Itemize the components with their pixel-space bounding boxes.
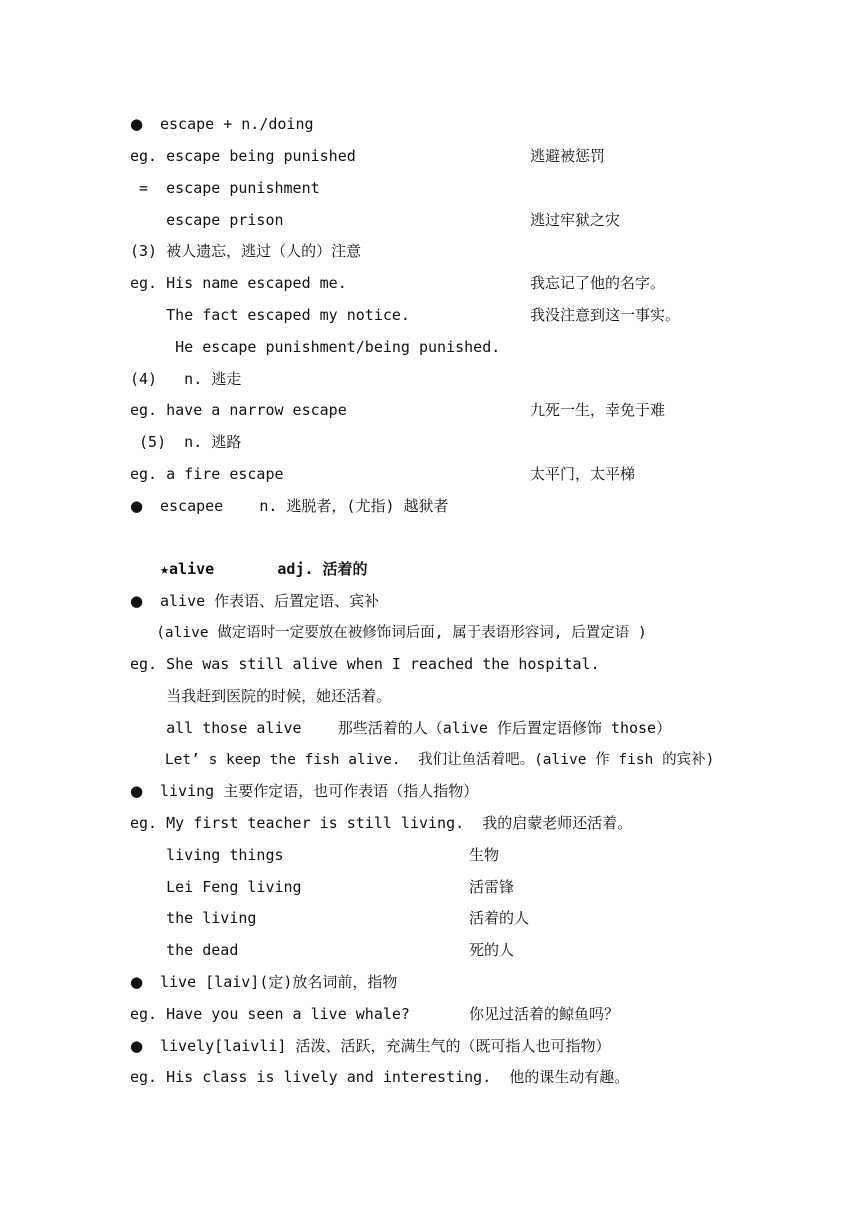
text-line: Lei Feng living <box>130 878 302 896</box>
text-line: eg. She was still alive when I reached the hospital. <box>130 655 600 673</box>
text-line: eg. a fire escape <box>130 465 284 483</box>
text-line: eg. My first teacher is still living. 我的启蒙老师还活着。 <box>130 814 633 832</box>
text-line: (3) 被人遗忘，逃过（人的）注意 <box>130 242 362 260</box>
text-line: Let’ s keep the fish alive. 我们让鱼活着吧。(alive 作 fish 的宾补) <box>130 752 715 768</box>
text-line: The fact escaped my notice. <box>130 306 410 324</box>
text-line: 当我赶到医院的时候，她还活着。 <box>130 687 392 705</box>
bullet-icon: ● <box>130 782 144 800</box>
text-line: eg. Have you seen a live whale? <box>130 1005 410 1023</box>
translation: 我忘记了他的名字。 <box>530 274 666 292</box>
text-line: (alive 做定语时一定要放在被修饰词后面, 属于表语形容词, 后置定语 ) <box>130 625 647 641</box>
translation: 你见过活着的鲸鱼吗？ <box>469 1005 620 1023</box>
text-line: = escape punishment <box>130 179 320 197</box>
text-line: living things <box>130 846 284 864</box>
translation: 九死一生，幸免于难 <box>530 401 666 419</box>
text-line: live [laiv](定)放名词前，指物 <box>160 973 398 991</box>
text-line: (4) n. 逃走 <box>130 370 242 388</box>
bullet-icon: ● <box>130 115 144 133</box>
text-line: all those alive 那些活着的人（alive 作后置定语修饰 those） <box>130 719 672 737</box>
translation: 活雷锋 <box>469 878 515 896</box>
text-line: (5) n. 逃路 <box>130 433 242 451</box>
text-line: escape + n./doing <box>160 115 314 133</box>
bullet-icon: ● <box>130 497 144 515</box>
text-line: alive 作表语、后置定语、宾补 <box>160 592 380 610</box>
text-line: living 主要作定语，也可作表语（指人指物） <box>160 782 479 800</box>
text-line: eg. His class is lively and interesting. 他的课生动有趣。 <box>130 1068 630 1086</box>
text-line: the dead <box>130 941 239 959</box>
bullet-icon: ● <box>130 592 144 610</box>
translation: 我没注意到这一事实。 <box>530 306 681 324</box>
text-line: escape prison <box>130 211 284 229</box>
text-line: escapee n. 逃脱者，(尤指) 越狱者 <box>160 497 449 515</box>
translation: 太平门，太平梯 <box>530 465 636 483</box>
translation: 逃避被惩罚 <box>530 147 606 165</box>
text-line: eg. His name escaped me. <box>130 274 347 292</box>
translation: 逃过牢狱之灾 <box>530 211 621 229</box>
text-line: He escape punishment/being punished. <box>130 338 501 356</box>
section-heading: ★alive adj. 活着的 <box>160 560 368 578</box>
translation: 死的人 <box>469 941 515 959</box>
translation: 生物 <box>469 846 500 864</box>
text-line: eg. have a narrow escape <box>130 401 347 419</box>
text-line: eg. escape being punished <box>130 147 356 165</box>
text-line: lively[laivli] 活泼、活跃，充满生气的（既可指人也可指物） <box>160 1037 611 1055</box>
translation: 活着的人 <box>469 909 530 927</box>
bullet-icon: ● <box>130 973 144 991</box>
text-line: the living <box>130 909 257 927</box>
bullet-icon: ● <box>130 1037 144 1055</box>
